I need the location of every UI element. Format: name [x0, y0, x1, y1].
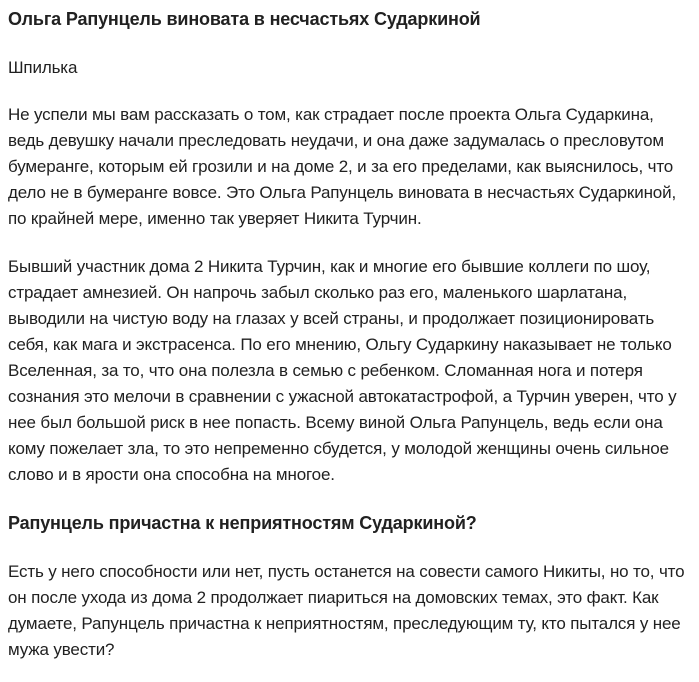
article-title: Ольга Рапунцель виновата в несчастьях Сударкиной — [8, 9, 481, 29]
article-paragraph-1: Не успели мы вам рассказать о том, как страдает после проекта Ольга Сударкина, ведь девушку начали преследовать неудачи, и она даже задумалась о пресловутом бумеранге, которым ей грозили и на доме 2, и за его пределами, как выяснилось, что дело не в бумеранге вовсе. Это Ольга Рапунцель виновата в несчастьях Сударкиной, по крайней мере, именно так уверяет Никита Турчин. — [8, 105, 677, 228]
article-subheading-question: Рапунцель причастна к неприятностям Сударкиной? — [8, 513, 477, 533]
article-closing-paragraph: Есть у него способности или нет, пусть останется на совести самого Никиты, но то, что он после ухода из дома 2 продолжает пиариться на домовских темах, это факт. Как думаете, Рапунцель причастна к неприятностям, преследующим ту, кто пытался у нее мужа увести? — [8, 562, 685, 659]
article-paragraph-2: Бывший участник дома 2 Никита Турчин, как и многие его бывшие коллеги по шоу, страдает амнезией. Он напрочь забыл сколько раз его, маленького шарлатана, выводили на чистую воду на глазах у всей страны, и продолжает позиционировать себя, как мага и экстрасенса. По его мнению, Ольгу Сударкину наказывает не только Вселенная, за то, что она полезла в семью с ребенком. Сломанная нога и потеря сознания это мелочи в сравнении с ужасной автокатастрофой, а Турчин уверен, что у нее был большой риск в нее попасть. Всему виной Ольга Рапунцель, ведь если она кому пожелает зла, то это непременно сбудется, у молодой женщины очень сильное слово и в ярости она способна на многое. — [8, 257, 677, 484]
article-source: Шпилька — [8, 58, 78, 77]
